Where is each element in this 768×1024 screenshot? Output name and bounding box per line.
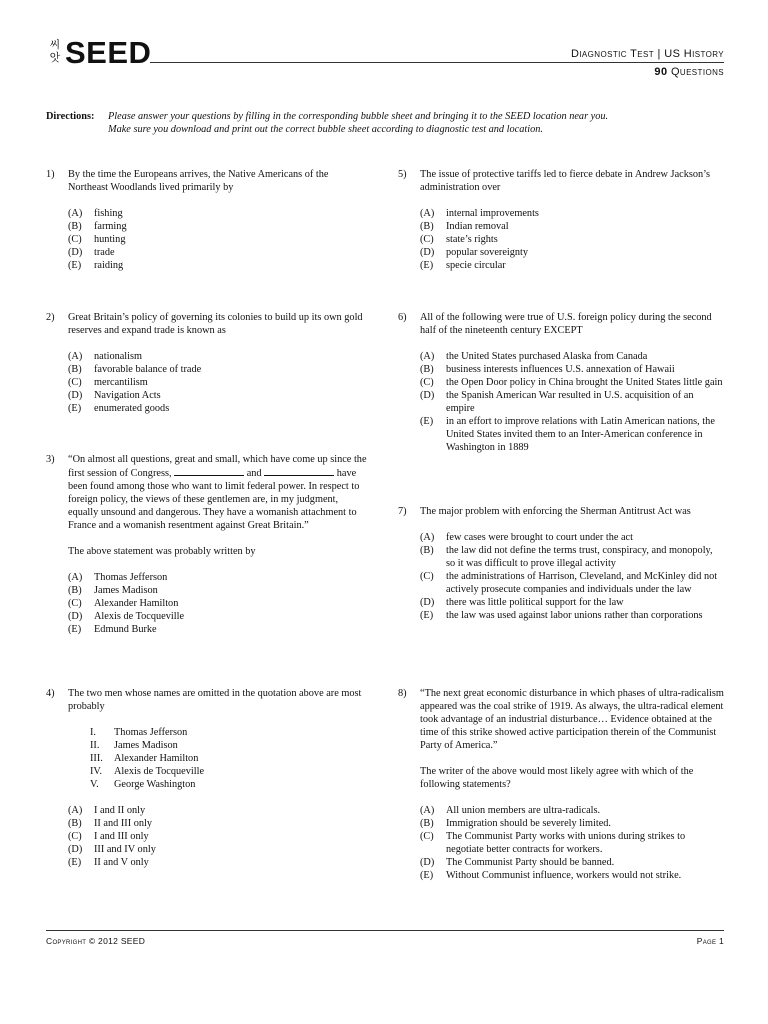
answer-option: (E) the law was used against labor unions rather than corporations — [420, 610, 703, 621]
question-stem: All of the following were true of U.S. foreign policy during the second half of the nineteenth century EXCEPT — [420, 312, 712, 336]
question-count — [654, 66, 724, 78]
answer-option: (E) enumerated goods — [68, 403, 170, 414]
answer-option: (C) the Open Door policy in China brought the United States little gain — [420, 377, 723, 388]
answer-options — [420, 207, 724, 272]
answer-option: (B) the law did not define the terms trust, conspiracy, and monopoly, so it was difficult to prove illegal activity — [420, 545, 713, 569]
answer-option: (D) popular sovereignty — [420, 247, 529, 258]
answer-option: (D) The Communist Party should be banned. — [420, 857, 615, 868]
roman-numeral-list — [90, 726, 368, 791]
roman-item: V. George Washington — [90, 779, 196, 790]
answer-option: (B) Immigration should be severely limited. — [420, 818, 612, 829]
answer-option: (C) state’s rights — [420, 234, 498, 245]
directions-line-1: Please answer your questions by filling in the corresponding bubble sheet and bringing it to the SEED location near you. — [108, 111, 609, 122]
answer-option: (E) in an effort to improve relations with Latin American nations, the United States invited them to an Inter-American conference in Washington in 1889 — [420, 416, 715, 453]
logo-korean-glyph: 씨앗 — [49, 38, 61, 64]
header-rule — [150, 62, 724, 63]
question-stem: The major problem with enforcing the Sherman Antitrust Act was — [420, 506, 691, 517]
answer-option: (A) fishing — [68, 208, 123, 219]
logo-wordmark: SEED — [65, 35, 152, 70]
answer-option: (B) II and III only — [68, 818, 153, 829]
answer-option: (A) All union members are ultra-radicals. — [420, 805, 601, 816]
answer-option: (A) few cases were brought to court under the act — [420, 532, 633, 543]
footer-rule — [46, 930, 724, 931]
answer-option: (B) business interests influences U.S. annexation of Hawaii — [420, 364, 675, 375]
answer-options — [420, 804, 724, 882]
question-prompt: The above statement was probably written by — [68, 546, 256, 557]
answer-option: (D) there was little political support for the law — [420, 597, 624, 608]
question-number: 6) — [398, 312, 407, 323]
answer-option: (C) hunting — [68, 234, 126, 245]
answer-option: (A) the United States purchased Alaska from Canada — [420, 351, 648, 362]
answer-option: (B) farming — [68, 221, 127, 232]
answer-option: (D) Alexis de Tocqueville — [68, 611, 185, 622]
answer-options — [68, 350, 368, 415]
question-number: 5) — [398, 169, 407, 180]
question-stem: The two men whose names are omitted in the quotation above are most probably — [68, 688, 362, 712]
answer-option: (A) I and II only — [68, 805, 146, 816]
answer-blank-1 — [174, 466, 244, 476]
copyright: Copyright © 2012 SEED — [46, 936, 146, 946]
directions-line-2: Make sure you download and print out the correct bubble sheet according to diagnostic test and location. — [108, 124, 543, 135]
question-number: 3) — [46, 454, 55, 465]
answer-option: (D) Navigation Acts — [68, 390, 161, 401]
question-number: 2) — [46, 312, 55, 323]
answer-option: (E) Edmund Burke — [68, 624, 157, 635]
answer-options — [68, 804, 368, 869]
question-stem: By the time the Europeans arrives, the Native Americans of the Northeast Woodlands lived primarily by — [68, 169, 329, 193]
answer-option: (B) favorable balance of trade — [68, 364, 202, 375]
answer-option: (E) II and V only — [68, 857, 149, 868]
answer-option: (D) trade — [68, 247, 115, 258]
question-stem: “On almost all questions, great and small, which have come up since the first session of Congress, and have been found among those who want to limit federal power. In respect to foreign policy, the views of these gentlemen are, in my judgment, equally unsound and dangerous. They have a womanish attachment to France and a womanish resentment against Great Britain.” — [68, 454, 367, 531]
answer-option: (C) mercantilism — [68, 377, 148, 388]
answer-option: (C) the administrations of Harrison, Cleveland, and McKinley did not actively prosecute companies and individuals under the law — [420, 571, 718, 595]
question-stem: Great Britain’s policy of governing its colonies to build up its own gold reserves and expand trade is known as — [68, 312, 363, 336]
answer-option: (E) Without Communist influence, workers would not strike. — [420, 870, 682, 881]
question-stem: “The next great economic disturbance in which phases of ultra-radicalism appeared was the coal strike of 1919. As always, the ultra-radical element took advantage of an industrial disturbance… Evidence obtained at the time of this strike showed active participation therein of the Communist Party of America.” — [420, 688, 724, 751]
answer-option: (A) internal improvements — [420, 208, 539, 219]
question-count-number: 90 — [654, 66, 668, 78]
question-number: 1) — [46, 169, 55, 180]
answer-option: (D) III and IV only — [68, 844, 156, 855]
question-count-label: Questions — [670, 66, 724, 78]
question-number: 7) — [398, 506, 407, 517]
roman-item: IV. Alexis de Tocqueville — [90, 766, 205, 777]
answer-options — [420, 350, 724, 454]
answer-option: (C) I and III only — [68, 831, 149, 842]
page-number: Page 1 — [696, 936, 724, 946]
question-stem: The issue of protective tariffs led to fierce debate in Andrew Jackson’s administration over — [420, 169, 711, 193]
answer-option: (B) James Madison — [68, 585, 158, 596]
answer-option: (E) raiding — [68, 260, 124, 271]
answer-blank-2 — [264, 466, 334, 476]
roman-item: III. Alexander Hamilton — [90, 753, 199, 764]
question-number: 8) — [398, 688, 407, 699]
answer-option: (E) specie circular — [420, 260, 506, 271]
question-number: 4) — [46, 688, 55, 699]
answer-option: (C) The Communist Party works with unions during strikes to negotiate better contracts for workers. — [420, 831, 686, 855]
roman-item: I. Thomas Jefferson — [90, 727, 188, 738]
answer-option: (A) nationalism — [68, 351, 143, 362]
answer-option: (C) Alexander Hamilton — [68, 598, 179, 609]
directions-text — [108, 110, 728, 136]
roman-item: II. James Madison — [90, 740, 178, 751]
answer-options — [68, 571, 368, 636]
answer-option: (A) Thomas Jefferson — [68, 572, 168, 583]
document-title: Diagnostic Test | US History — [570, 48, 724, 60]
answer-option: (D) the Spanish American War resulted in U.S. acquisition of an empire — [420, 390, 694, 414]
answer-options — [68, 207, 366, 272]
question-prompt: The writer of the above would most likely agree with which of the following statements? — [420, 766, 694, 790]
answer-option: (B) Indian removal — [420, 221, 509, 232]
directions-label: Directions: — [46, 111, 95, 122]
answer-options — [420, 531, 724, 622]
